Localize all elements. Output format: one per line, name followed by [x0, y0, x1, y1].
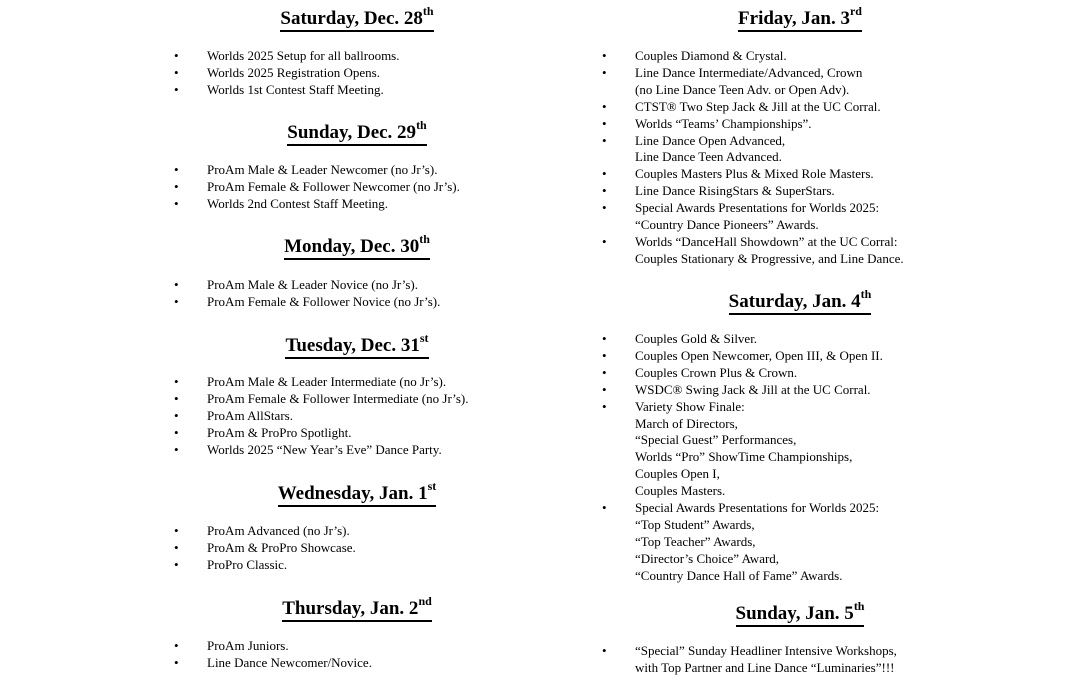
day-label: Tuesday, Dec. 31	[285, 335, 420, 356]
event-list	[600, 331, 1000, 585]
list-item-line: • ProAm Female & Follower Intermediate (no Jr’s).	[207, 390, 469, 406]
day-label: Friday, Jan. 3	[738, 8, 850, 29]
list-item-line: • Line Dance RisingStars & SuperStars.	[635, 183, 835, 199]
event-list	[600, 48, 1000, 268]
day-heading	[172, 330, 542, 357]
list-item	[600, 348, 1000, 365]
list-item	[172, 638, 542, 655]
list-item	[172, 179, 542, 196]
list-item-line: “Country Dance Pioneers” Awards.	[635, 217, 819, 233]
list-item	[600, 643, 1000, 677]
list-item-line: • Worlds “DanceHall Showdown” at the UC Corral:	[635, 233, 898, 249]
day-heading-text	[735, 598, 865, 627]
list-item	[172, 48, 542, 65]
list-item	[172, 65, 542, 82]
list-item-line: • Worlds 2025 Setup for all ballrooms.	[207, 48, 400, 63]
list-item	[600, 200, 1000, 234]
list-item	[172, 277, 542, 294]
day-label: Saturday, Dec. 28	[280, 8, 423, 29]
event-list	[600, 643, 1000, 677]
list-item-line: • ProAm & ProPro Spotlight.	[207, 424, 352, 440]
list-item-line: • ProAm Female & Follower Newcomer (no Jr’s).	[207, 178, 460, 194]
list-item	[600, 183, 1000, 200]
list-item-line: with Top Partner and Line Dance “Luminaries”!!!	[635, 659, 895, 675]
day-ordinal-suffix: th	[860, 286, 872, 301]
list-item-line: • “Special” Sunday Headliner Intensive Workshops,	[635, 643, 897, 658]
list-item-line: • Couples Gold & Silver.	[635, 331, 758, 346]
day-label: Monday, Dec. 30	[284, 236, 420, 257]
list-item	[600, 99, 1000, 116]
list-item-line: • Worlds “Teams’ Championships”.	[635, 115, 812, 131]
day-heading	[172, 593, 542, 620]
list-item-line: • Special Awards Presentations for Worlds 2025:	[635, 200, 880, 216]
list-item-line: • ProAm Female & Follower Novice (no Jr’s).	[207, 293, 441, 309]
list-item	[172, 196, 542, 213]
list-item-line: • Line Dance Intermediate/Advanced, Crown	[635, 64, 863, 80]
list-item-line: • Line Dance Newcomer/Novice.	[207, 654, 372, 670]
list-item	[600, 116, 1000, 133]
day-heading	[172, 231, 542, 258]
list-item-line: • ProAm & ProPro Showcase.	[207, 539, 356, 555]
day-heading-text	[728, 286, 872, 315]
list-item-line: • Couples Crown Plus & Crown.	[635, 364, 798, 380]
list-item	[600, 500, 1000, 585]
list-item	[172, 557, 542, 574]
list-item-line: • Special Awards Presentations for Worlds 2025:	[635, 500, 880, 516]
day-label: Wednesday, Jan. 1	[277, 483, 428, 504]
list-item-line: Couples Stationary & Progressive, and Line Dance.	[635, 250, 904, 266]
list-item	[172, 408, 542, 425]
list-item-line: • Worlds 2nd Contest Staff Meeting.	[207, 195, 389, 211]
list-item	[172, 425, 542, 442]
day-heading	[600, 598, 1000, 625]
list-item-line: “Special Guest” Performances,	[635, 432, 797, 448]
list-item	[172, 442, 542, 459]
event-list	[172, 48, 542, 99]
day-ordinal-suffix: nd	[418, 593, 432, 608]
day-heading-text	[282, 593, 432, 622]
list-item	[600, 365, 1000, 382]
list-item-line: “Country Dance Hall of Fame” Awards.	[635, 567, 843, 583]
list-item-line: “Top Teacher” Awards,	[635, 533, 756, 549]
list-item	[172, 374, 542, 391]
list-item-line: • ProAm Male & Leader Novice (no Jr’s).	[207, 277, 418, 292]
list-item-line: Worlds “Pro” ShowTime Championships,	[635, 449, 853, 465]
list-item-line: • CTST® Two Step Jack & Jill at the UC Corral.	[635, 98, 881, 114]
list-item-line: • Worlds 2025 Registration Opens.	[207, 64, 380, 80]
list-item-line: • ProAm Male & Leader Intermediate (no Jr’s).	[207, 374, 447, 389]
event-list	[172, 162, 542, 213]
list-item-line: • ProAm Male & Leader Newcomer (no Jr’s).	[207, 162, 438, 177]
list-item-line: • Couples Open Newcomer, Open III, & Open II.	[635, 347, 883, 363]
event-list	[172, 523, 542, 574]
list-item-line: • Couples Masters Plus & Mixed Role Masters.	[635, 166, 874, 182]
list-item	[172, 162, 542, 179]
list-item-line: • Worlds 1st Contest Staff Meeting.	[207, 81, 384, 97]
day-heading-text	[277, 478, 437, 507]
list-item-line: • Variety Show Finale:	[635, 398, 745, 414]
event-list	[172, 374, 542, 459]
day-ordinal-suffix: th	[422, 3, 434, 18]
list-item	[600, 382, 1000, 399]
event-list	[172, 277, 542, 311]
list-item-line: • ProAm AllStars.	[207, 407, 293, 423]
list-item-line: • ProAm Juniors.	[207, 638, 289, 653]
day-label: Sunday, Dec. 29	[287, 122, 417, 143]
day-ordinal-suffix: th	[416, 117, 427, 132]
list-item	[600, 65, 1000, 99]
day-heading-text	[280, 3, 434, 32]
list-item	[600, 331, 1000, 348]
list-item	[600, 234, 1000, 268]
list-item	[172, 391, 542, 408]
day-heading-text	[285, 330, 429, 359]
day-heading	[172, 478, 542, 505]
list-item-line: “Top Student” Awards,	[635, 516, 755, 532]
list-item	[172, 523, 542, 540]
day-ordinal-suffix: st	[419, 330, 429, 345]
day-heading-text	[738, 3, 862, 32]
day-ordinal-suffix: st	[427, 478, 437, 493]
day-heading	[600, 3, 1000, 30]
list-item-line: “Director’s Choice” Award,	[635, 550, 780, 566]
list-item-line: Line Dance Teen Advanced.	[635, 149, 782, 165]
day-heading	[600, 286, 1000, 313]
list-item	[600, 133, 1000, 167]
list-item-line: • WSDC® Swing Jack & Jill at the UC Corral.	[635, 381, 871, 397]
list-item-line: • ProPro Classic.	[207, 556, 288, 572]
day-label: Sunday, Jan. 5	[735, 603, 854, 624]
list-item	[172, 655, 542, 672]
day-ordinal-suffix: rd	[849, 3, 862, 18]
list-item-line: (no Line Dance Teen Adv. or Open Adv).	[635, 81, 850, 97]
day-heading	[172, 3, 542, 30]
list-item-line: • ProAm Advanced (no Jr’s).	[207, 523, 350, 538]
list-item	[600, 48, 1000, 65]
list-item	[172, 82, 542, 99]
day-ordinal-suffix: th	[419, 231, 430, 246]
day-heading-text	[287, 117, 427, 146]
list-item-line: Couples Open I,	[635, 466, 720, 482]
day-heading	[172, 117, 542, 144]
list-item	[172, 540, 542, 557]
event-list	[172, 638, 542, 672]
list-item-line: March of Directors,	[635, 415, 738, 431]
list-item	[600, 399, 1000, 500]
day-label: Thursday, Jan. 2	[282, 598, 419, 619]
day-ordinal-suffix: th	[853, 598, 865, 613]
list-item-line: • Couples Diamond & Crystal.	[635, 48, 787, 63]
list-item	[600, 166, 1000, 183]
list-item	[172, 294, 542, 311]
list-item-line: • Line Dance Open Advanced,	[635, 132, 786, 148]
day-label: Saturday, Jan. 4	[728, 291, 861, 312]
list-item-line: Couples Masters.	[635, 483, 726, 499]
day-heading-text	[284, 231, 430, 260]
list-item-line: • Worlds 2025 “New Year’s Eve” Dance Party.	[207, 441, 442, 457]
